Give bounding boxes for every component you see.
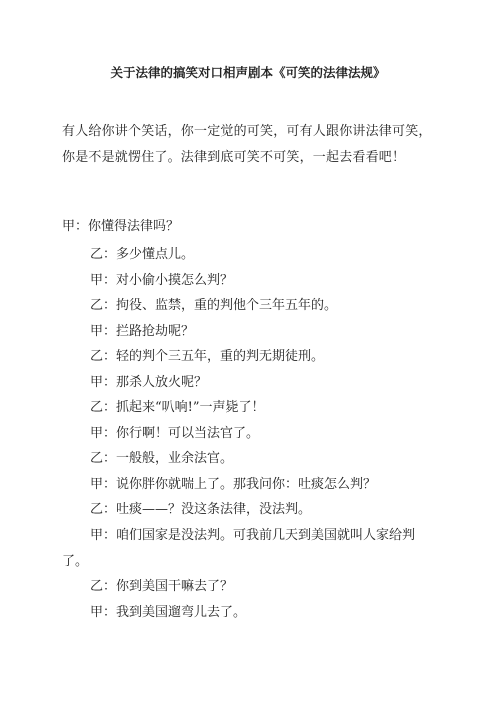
dialogue-line: 乙：你到美国干嘛去了？	[90, 579, 234, 594]
dialogue-line: 乙：拘役、监禁，重的判他个三年五年的。	[90, 298, 338, 313]
intro-paragraph: 有人给你讲个笑话，你一定觉的可笑，可有人跟你讲法律可笑，你是不是就愣住了。法律到底可笑不可笑，一起去看看吧！	[62, 124, 432, 165]
dialogue-line: 甲：那杀人放火呢？	[90, 375, 208, 390]
dialogue-line: 甲：你行啊！可以当法官了。	[90, 426, 260, 441]
dialogue-line: 乙：一般般，业余法官。	[90, 451, 234, 466]
dialogue-line: 乙：吐痰——？没这条法律，没法判。	[90, 502, 312, 517]
document-title: 关于法律的搞笑对口相声剧本《可笑的法律法规》	[110, 65, 386, 80]
dialogue-line: 乙：多少懂点儿。	[90, 247, 195, 262]
dialogue-line: 甲：拦路抢劫呢？	[90, 324, 195, 339]
dialogue-line: 甲：咱们国家是没法判。可我前几天到美国就叫人家给判了。	[62, 528, 416, 569]
dialogue-line: 甲：你懂得法律吗？	[62, 219, 180, 234]
dialogue-line: 甲：我到美国遛弯儿去了。	[90, 605, 247, 620]
dialogue-line: 甲：说你胖你就喘上了。那我问你：吐痰怎么判？	[90, 477, 377, 492]
dialogue-line: 乙：抓起来“叭响!”一声毙了！	[90, 400, 265, 415]
dialogue-line: 乙：轻的判个三五年，重的判无期徒刑。	[90, 349, 325, 364]
dialogue-line: 甲：对小偷小摸怎么判？	[90, 273, 234, 288]
